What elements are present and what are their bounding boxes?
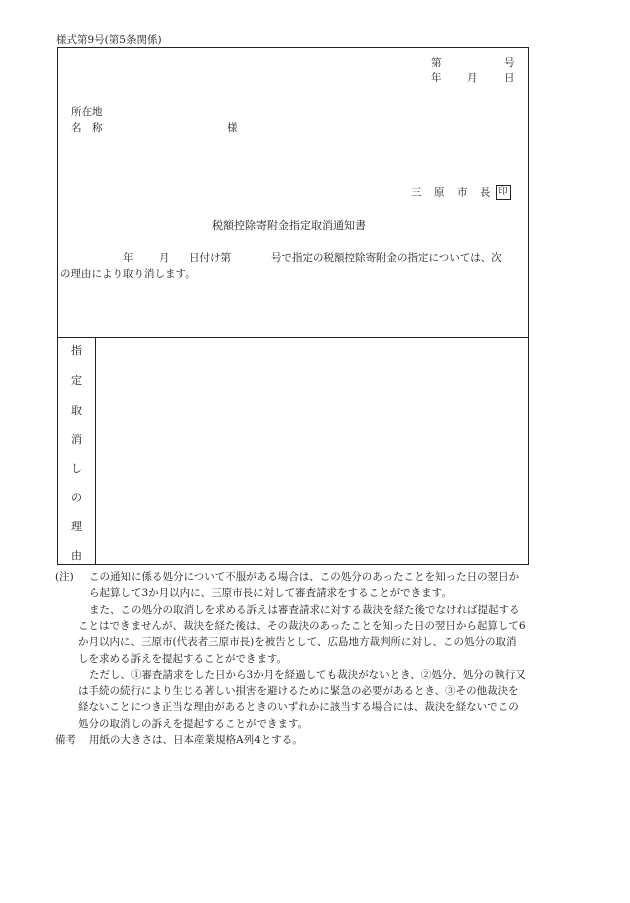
reason-label-char: 理 — [71, 520, 82, 533]
reason-label-char: 由 — [71, 549, 82, 562]
reason-label-column — [58, 338, 96, 564]
note-line: ら起算して3か月以内に、三原市長に対して審査請求をすることができます。 — [89, 587, 452, 600]
note-label: (注) — [55, 571, 74, 583]
note-line: 処分の取消しの訴えを提起することができます。 — [78, 717, 309, 730]
reason-label-char: 指 — [71, 344, 82, 357]
note-line: 経ないことにつき正当な理由があるときのいずれかに該当する場合には、裁決を経ないでこの — [78, 701, 519, 714]
reason-section — [58, 338, 528, 564]
reason-label-char: 定 — [71, 374, 82, 387]
doc-number-prefix: 第 — [431, 57, 442, 69]
issuer-name: 三 原 市 長 — [411, 186, 492, 199]
reason-label-char: し — [71, 462, 82, 475]
note-line: ことはできませんが、裁決を経た後は、その裁決のあったことを知った日の翌日から起算して6 — [78, 619, 526, 632]
remarks-text: 用紙の大きさは、日本産業規格A列4とする。 — [89, 734, 303, 746]
body-year: 年 — [123, 252, 134, 264]
reason-label-char: の — [71, 491, 82, 504]
honorific: 様 — [227, 122, 238, 134]
reason-label-char: 取 — [71, 404, 82, 417]
body-line1: 号で指定の税額控除寄附金の指定については、次 — [271, 252, 502, 264]
doc-number-suffix: 号 — [504, 57, 515, 69]
remarks-label: 備考 — [55, 734, 76, 746]
body-line2: の理由により取り消します。 — [60, 268, 196, 280]
notification-form — [57, 47, 529, 565]
date-day: 日 — [504, 72, 515, 84]
name-label: 名 称 — [71, 122, 103, 134]
note-line: か月以内に、三原市(代表者三原市長)を被告として、広島地方裁判所に対し、この処分の取消 — [78, 636, 517, 649]
note-line: この通知に係る処分について不服がある場合は、この処分のあったことを知った日の翌日か — [89, 571, 520, 583]
date-year: 年 — [431, 72, 442, 84]
document-title: 税額控除寄附金指定取消通知書 — [212, 219, 366, 232]
form-main-section — [58, 48, 528, 338]
note-line: は手続の続行により生じる著しい損害を避けるために緊急の必要があるとき、③その他裁決を — [78, 685, 519, 698]
note-line: ただし、①審査請求をした日から3か月を経過しても裁決がないとき、②処分、処分の執行又 — [89, 668, 526, 681]
seal-icon: 印 — [496, 185, 511, 200]
reason-label-char: 消 — [71, 433, 82, 446]
date-month: 月 — [467, 72, 478, 84]
body-month: 月 — [159, 252, 170, 264]
note-line: また、この処分の取消しを求める訴えは審査請求に対する裁決を経た後でなければ提起する — [89, 603, 520, 616]
note-line: しを求める訴えを提起することができます。 — [78, 652, 288, 665]
issuer-title — [411, 185, 511, 200]
reason-content-area — [96, 338, 528, 564]
body-dated: 日付け第 — [189, 252, 231, 264]
form-number: 様式第9号(第5条関係) — [56, 34, 162, 46]
address-label: 所在地 — [71, 106, 103, 118]
